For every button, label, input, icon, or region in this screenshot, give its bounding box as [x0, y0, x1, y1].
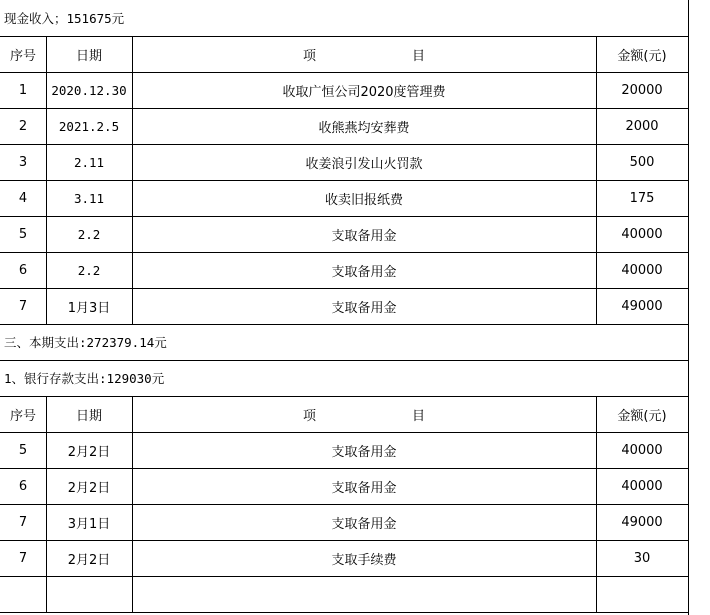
table1-date-cell: 2.2 [77, 226, 101, 242]
grid-hline [0, 504, 688, 505]
table1-amount-cell: 49000 [621, 298, 663, 314]
grid-hline [0, 216, 688, 217]
table1-amount-cell: 40000 [621, 262, 663, 278]
grid-hline [0, 72, 688, 73]
header-seq: 序号 [9, 48, 36, 64]
table1-item-cell: 收姜浪引发山火罚款 [305, 156, 423, 172]
table1-item-cell: 支取备用金 [331, 228, 397, 244]
grid-hline [0, 144, 688, 145]
table2-row [0, 432, 710, 468]
table2-date-cell: 2月2日 [67, 552, 111, 568]
grid-vline [688, 0, 689, 615]
table1-date-cell: 3.11 [73, 190, 105, 206]
expenditure-label: 三、本期支出:272379.14元 [4, 335, 167, 350]
table2-seq-cell: 7 [18, 514, 28, 530]
table1-date-cell: 2020.12.30 [51, 82, 127, 98]
table1-seq-cell: 7 [18, 298, 28, 314]
table1-item-cell: 收卖旧报纸费 [324, 192, 403, 208]
table1-header-row [0, 36, 710, 72]
table2-seq-cell [0, 576, 46, 612]
table2-date-cell [46, 576, 132, 612]
grid-hline [0, 252, 688, 253]
grid-hline [0, 576, 688, 577]
header-seq-2: 序号 [9, 408, 36, 424]
table1-item-cell: 支取备用金 [331, 264, 397, 280]
table1-item-cell: 支取备用金 [331, 300, 397, 316]
table2-row [0, 576, 710, 612]
grid-vline [596, 36, 597, 324]
table1-date-cell: 2.2 [77, 262, 101, 278]
grid-vline [46, 36, 47, 324]
grid-hline [0, 180, 688, 181]
table2-amount-cell: 40000 [621, 478, 663, 494]
table1-seq-cell: 6 [18, 262, 28, 278]
header-date-2: 日期 [75, 408, 102, 424]
table2-row [0, 540, 710, 576]
grid-vline [46, 396, 47, 612]
grid-vline [596, 396, 597, 612]
table2-seq-cell: 5 [18, 442, 28, 458]
grid-hline [0, 36, 688, 37]
cash-income-label: 现金收入；151675元 [4, 11, 125, 26]
table1-row [0, 144, 710, 180]
table2-date-cell: 3月1日 [67, 516, 111, 532]
table1-row [0, 180, 710, 216]
table2-date-cell: 2月2日 [67, 444, 111, 460]
header-amount-2: 金额(元) [617, 408, 667, 424]
grid-hline [0, 432, 688, 433]
table1-seq-cell: 5 [18, 226, 28, 242]
table1-row [0, 108, 710, 144]
header-item-left-2: 项 [302, 408, 316, 424]
header-amount: 金额(元) [617, 48, 667, 64]
table2-item-cell [132, 576, 596, 612]
table2-date-cell: 2月2日 [67, 480, 111, 496]
table1-row [0, 252, 710, 288]
table1-seq-cell: 4 [18, 190, 28, 206]
table2-seq-cell: 6 [18, 478, 28, 494]
header-date: 日期 [75, 48, 102, 64]
grid-hline [0, 396, 688, 397]
grid-hline [0, 360, 688, 361]
bank-expenditure-row [0, 360, 710, 396]
grid-hline [0, 324, 688, 325]
table2-item-cell: 支取备用金 [331, 516, 397, 532]
grid-vline [132, 36, 133, 324]
table1-date-cell: 2021.2.5 [58, 118, 120, 134]
table1-amount-cell: 2000 [625, 118, 659, 134]
table1-date-cell: 2.11 [73, 154, 105, 170]
header-item-right: 目 [412, 48, 426, 64]
table1-amount-cell: 500 [629, 154, 655, 170]
table1-row [0, 72, 710, 108]
table2-item-cell: 支取备用金 [331, 480, 397, 496]
header-item [132, 36, 596, 72]
table1-amount-cell: 20000 [621, 82, 663, 98]
grid-hline [0, 108, 688, 109]
table2-header-row [0, 396, 710, 432]
cash-income-row [0, 0, 710, 36]
table1-row [0, 288, 710, 324]
grid-hline [0, 288, 688, 289]
table1-seq-cell: 3 [18, 154, 28, 170]
grid-hline [0, 468, 688, 469]
table2-row [0, 504, 710, 540]
header-item-right-2: 目 [412, 408, 426, 424]
table1-seq-cell: 1 [18, 82, 28, 98]
table1-amount-cell: 175 [629, 190, 655, 206]
table2-amount-cell [596, 576, 688, 612]
table1-item-cell: 收熊燕均安葬费 [318, 120, 410, 136]
grid-vline [132, 396, 133, 612]
grid-hline [0, 540, 688, 541]
table1-item-cell: 收取广恒公司2020度管理费 [282, 84, 446, 100]
grid-hline [0, 612, 688, 613]
table2-row [0, 468, 710, 504]
header-item-left: 项 [302, 48, 316, 64]
table2-item-cell: 支取手续费 [331, 552, 397, 568]
table1-row [0, 216, 710, 252]
table2-amount-cell: 40000 [621, 442, 663, 458]
expenditure-row [0, 324, 710, 360]
bank-expenditure-label: 1、银行存款支出:129030元 [4, 371, 165, 386]
table1-amount-cell: 40000 [621, 226, 663, 242]
table2-amount-cell: 30 [633, 550, 651, 566]
table1-seq-cell: 2 [18, 118, 28, 134]
table2-seq-cell: 7 [18, 550, 28, 566]
table2-amount-cell: 49000 [621, 514, 663, 530]
table1-date-cell: 1月3日 [67, 300, 111, 316]
header-item-2 [132, 396, 596, 432]
table2-item-cell: 支取备用金 [331, 444, 397, 460]
